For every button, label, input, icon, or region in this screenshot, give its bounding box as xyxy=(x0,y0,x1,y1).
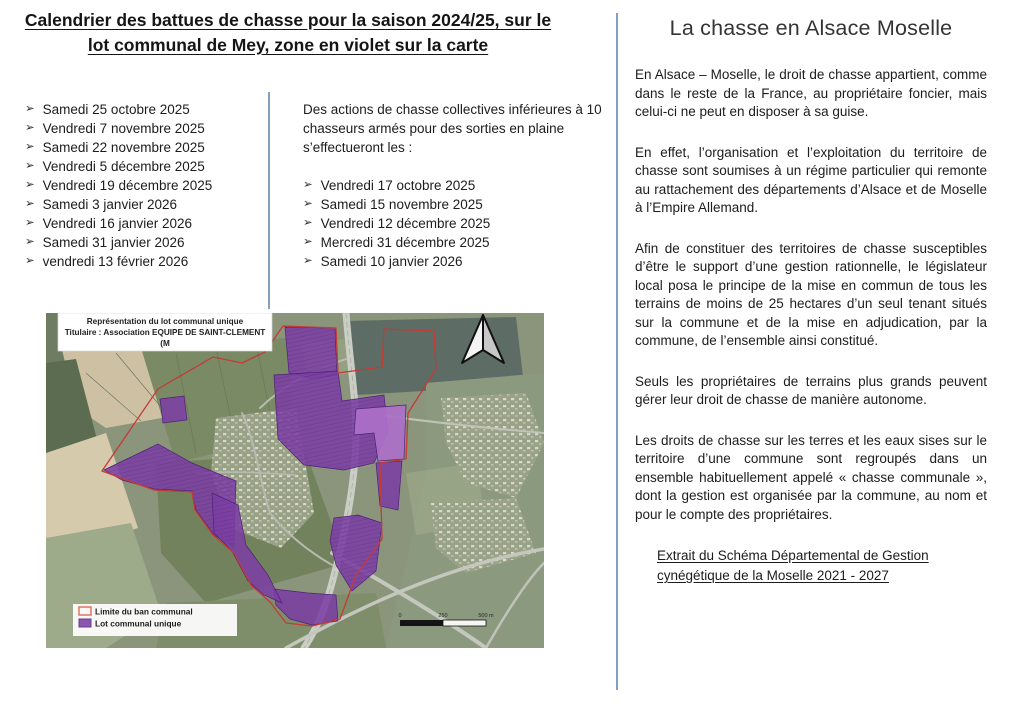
source-note: Extrait du Schéma Départemental de Gestion cynégétique de la Moselle 2021 - 2027 xyxy=(657,548,929,583)
battue-date: Vendredi 19 décembre 2025 xyxy=(42,178,213,193)
collective-date: Mercredi 31 décembre 2025 xyxy=(320,235,490,250)
arrow-bullet-icon: ➢ xyxy=(25,217,35,229)
ban-swatch xyxy=(79,607,91,615)
list-item xyxy=(25,214,265,233)
arrow-bullet-icon: ➢ xyxy=(303,179,313,191)
scale-start: 0 xyxy=(398,613,402,619)
list-item xyxy=(303,214,621,233)
arrow-bullet-icon: ➢ xyxy=(25,198,35,210)
battue-date: Samedi 31 janvier 2026 xyxy=(42,235,185,250)
legend-ban-label: Limite du ban communal xyxy=(95,606,193,617)
list-item xyxy=(25,100,265,119)
article-paragraph: Seuls les propriétaires de terrains plus grands peuvent gérer leur droit de chasse de manière autonome. xyxy=(635,373,987,407)
battue-date: Vendredi 5 décembre 2025 xyxy=(42,159,205,174)
arrow-bullet-icon: ➢ xyxy=(303,255,313,267)
map-title-box xyxy=(58,313,272,351)
arrow-bullet-icon: ➢ xyxy=(25,179,35,191)
arrow-bullet-icon: ➢ xyxy=(25,141,35,153)
arrow-bullet-icon: ➢ xyxy=(303,236,313,248)
scale-mid: 250 xyxy=(438,613,448,619)
arrow-bullet-icon: ➢ xyxy=(25,236,35,248)
collective-date: Samedi 15 novembre 2025 xyxy=(320,197,483,212)
article-paragraph: En Alsace – Moselle, le droit de chasse appartient, comme dans le reste de la France, au propriétaire foncier, mais celui-ci ne peut en disposer à sa guise. xyxy=(635,67,987,119)
list-item xyxy=(25,157,265,176)
article-paragraph: En effet, l’organisation et l’exploitation du territoire de chasse sont soumises à un régime particulier qui remonte au rattachement des départements d’Alsace et de Moselle à l’Empire Allemand. xyxy=(635,144,987,215)
list-item xyxy=(303,176,621,195)
collective-date: Vendredi 12 décembre 2025 xyxy=(320,216,491,231)
arrow-bullet-icon: ➢ xyxy=(25,255,35,267)
communal-lot-map xyxy=(46,313,544,648)
arrow-bullet-icon: ➢ xyxy=(25,103,35,115)
list-item xyxy=(25,252,265,271)
map-title-line1: Représentation du lot communal unique xyxy=(86,317,244,326)
collective-intro: Des actions de chasse collectives inférieures à 10 chasseurs armés pour des sorties en plaine s’effectueront les : xyxy=(303,102,602,155)
lot-swatch xyxy=(79,619,91,627)
map-legend xyxy=(73,604,237,636)
article-heading: La chasse en Alsace Moselle xyxy=(669,16,953,40)
list-item xyxy=(303,252,621,271)
list-item xyxy=(25,195,265,214)
collective-date-list xyxy=(303,176,621,271)
battue-date: Vendredi 7 novembre 2025 xyxy=(42,121,205,136)
collective-hunts-block xyxy=(303,100,621,271)
arrow-bullet-icon: ➢ xyxy=(25,160,35,172)
article-paragraph: Afin de constituer des territoires de chasse susceptibles d’être le support d’une gestion rationnelle, le législateur local posa le principe de la mise en commun de tous les terrains de moins de 25 hectares d’un seul tenant situés sur la commune et de la mise en adjudication, par la commune, de l’ensemble ainsi constitué. xyxy=(635,240,987,348)
list-item xyxy=(25,233,265,252)
battue-date: Samedi 25 octobre 2025 xyxy=(42,102,190,117)
battues-date-list xyxy=(25,100,265,271)
collective-date: Vendredi 17 octobre 2025 xyxy=(320,178,476,193)
list-item xyxy=(25,176,265,195)
arrow-bullet-icon: ➢ xyxy=(303,217,313,229)
map-title-line2: Titulaire : Association EQUIPE DE SAINT-CLEMENT xyxy=(64,328,266,337)
page-title: Calendrier des battues de chasse pour la saison 2024/25, sur le lot communal de Mey, zone en violet sur la carte xyxy=(24,10,552,55)
list-item xyxy=(303,195,621,214)
lot-zone xyxy=(160,396,187,423)
battue-date: Vendredi 16 janvier 2026 xyxy=(42,216,193,231)
battue-date: vendredi 13 février 2026 xyxy=(42,254,189,269)
map-title-line3: (M xyxy=(160,339,170,348)
collective-date: Samedi 10 janvier 2026 xyxy=(320,254,463,269)
list-item xyxy=(25,138,265,157)
list-item xyxy=(303,233,621,252)
arrow-bullet-icon: ➢ xyxy=(303,198,313,210)
battue-date: Samedi 22 novembre 2025 xyxy=(42,140,205,155)
article-paragraph: Les droits de chasse sur les terres et les eaux sises sur le territoire d’une commune sont regroupés dans un ensemble habituellement appelé « chasse communale », dont la gestion est organisée par la commune, au nom et pour le compte des propriétaires. xyxy=(635,432,987,522)
arrow-bullet-icon: ➢ xyxy=(25,122,35,134)
legend-lot-label: Lot communal unique xyxy=(95,618,182,629)
alsace-moselle-article xyxy=(635,13,987,586)
list-item xyxy=(25,119,265,138)
column-divider xyxy=(268,92,270,309)
scale-end: 500 m xyxy=(478,613,494,619)
battue-date: Samedi 3 janvier 2026 xyxy=(42,197,177,212)
